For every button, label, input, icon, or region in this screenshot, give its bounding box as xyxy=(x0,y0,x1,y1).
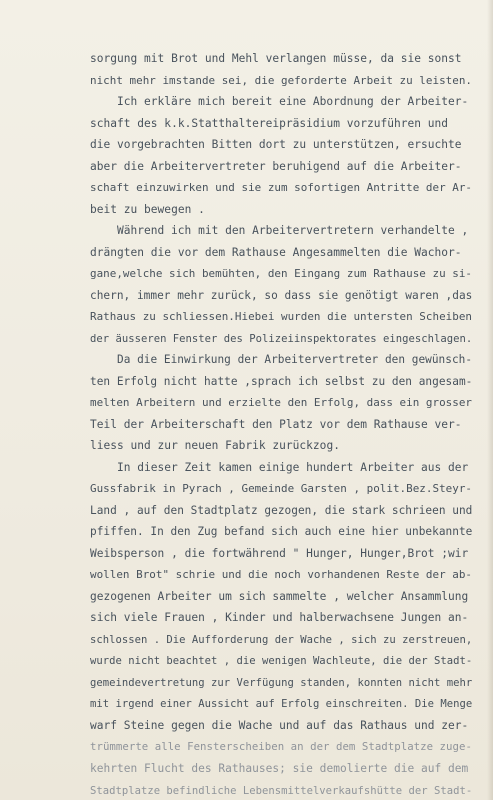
text-line: der äusseren Fenster des Polizeiinspektorates eingeschlagen. xyxy=(90,333,473,345)
text-line: aber die Arbeitervertreter beruhigend auf die Arbeiter- xyxy=(90,160,462,173)
text-line: ten Erfolg nicht hatte ,sprach ich selbst zu den angesam- xyxy=(90,375,473,388)
text-line: schaft einzuwirken und sie zum sofortigen Antritte der Ar- xyxy=(90,181,472,194)
text-line: melten Arbeitern und erzielte den Erfolg, dass ein grosser xyxy=(90,396,472,409)
text-line: gane,welche sich bemühten, den Eingang zum Rathause zu si- xyxy=(90,267,472,280)
text-line: schaft des k.k.Statthaltereipräsidium vorzuführen und xyxy=(90,117,449,130)
text-line: gezogenen Arbeiter um sich sammelte , welcher Ansammlung xyxy=(90,590,469,603)
text-line: die vorgebrachten Bitten dort zu unterstützen, ersuchte xyxy=(90,138,462,151)
text-line: Rathaus zu schliessen.Hiebei wurden die untersten Scheiben xyxy=(90,310,472,323)
text-line: Ich erkläre mich bereit eine Abordnung der Arbeiter- xyxy=(117,95,469,108)
text-line: sich viele Frauen , Kinder und halberwachsene Jungen an- xyxy=(90,611,469,624)
text-line: trümmerte alle Fensterscheiben an der dem Stadtplatze zuge- xyxy=(90,740,472,753)
text-line: nicht mehr imstande sei, die geforderte Arbeit zu leisten. xyxy=(90,74,472,87)
text-line: beit zu bewegen . xyxy=(90,203,205,216)
text-line: kehrten Flucht des Rathauses; sie demolierte die auf dem xyxy=(90,762,469,775)
text-line: In dieser Zeit kamen einige hundert Arbeiter aus der xyxy=(117,461,469,474)
text-line: sorgung mit Brot und Mehl verlangen müsse, da sie sonst xyxy=(90,52,462,65)
text-line: Teil der Arbeiterschaft den Platz vor dem Rathause ver- xyxy=(90,418,462,431)
text-line: Weibsperson , die fortwährend " Hunger, Hunger,Brot ;wir xyxy=(90,547,469,560)
text-line: Gussfabrik in Pyrach , Gemeinde Garsten , polit.Bez.Steyr- xyxy=(90,482,472,495)
text-line: gemeindevertretung zur Verfügung standen, konnten nicht mehr xyxy=(90,677,473,689)
text-line: pfiffen. In den Zug befand sich auch eine hier unbekannte xyxy=(90,525,473,538)
text-line: wollen Brot" schrie und die noch vorhandenen Reste der ab- xyxy=(90,568,472,581)
text-line: Land , auf den Stadtplatz gezogen, die stark schrieen und xyxy=(90,504,473,517)
text-line: Da die Einwirkung der Arbeitervertreter den gewünsch- xyxy=(117,353,473,366)
text-line: wurde nicht beachtet , die wenigen Wachleute, die der Stadt- xyxy=(90,655,473,667)
text-line: Während ich mit den Arbeitervertretern verhandelte , xyxy=(117,224,469,237)
text-line: liess und zur neuen Fabrik zurückzog. xyxy=(90,439,340,452)
text-line: schlossen . Die Aufforderung der Wache , sich zu zerstreuen, xyxy=(90,634,473,646)
text-line: drängten die vor dem Rathause Angesammelten die Wachor- xyxy=(90,246,462,259)
text-line: warf Steine gegen die Wache und auf das Rathaus und zer- xyxy=(90,719,469,732)
text-line: chern, immer mehr zurück, so dass sie genötigt waren ,das xyxy=(90,289,473,302)
text-line: mit irgend einer Aussicht auf Erfolg einschreiten. Die Menge xyxy=(90,698,473,710)
text-line: Stadtplatze befindliche Lebensmittelverkaufshütte der Stadt- xyxy=(90,785,473,797)
